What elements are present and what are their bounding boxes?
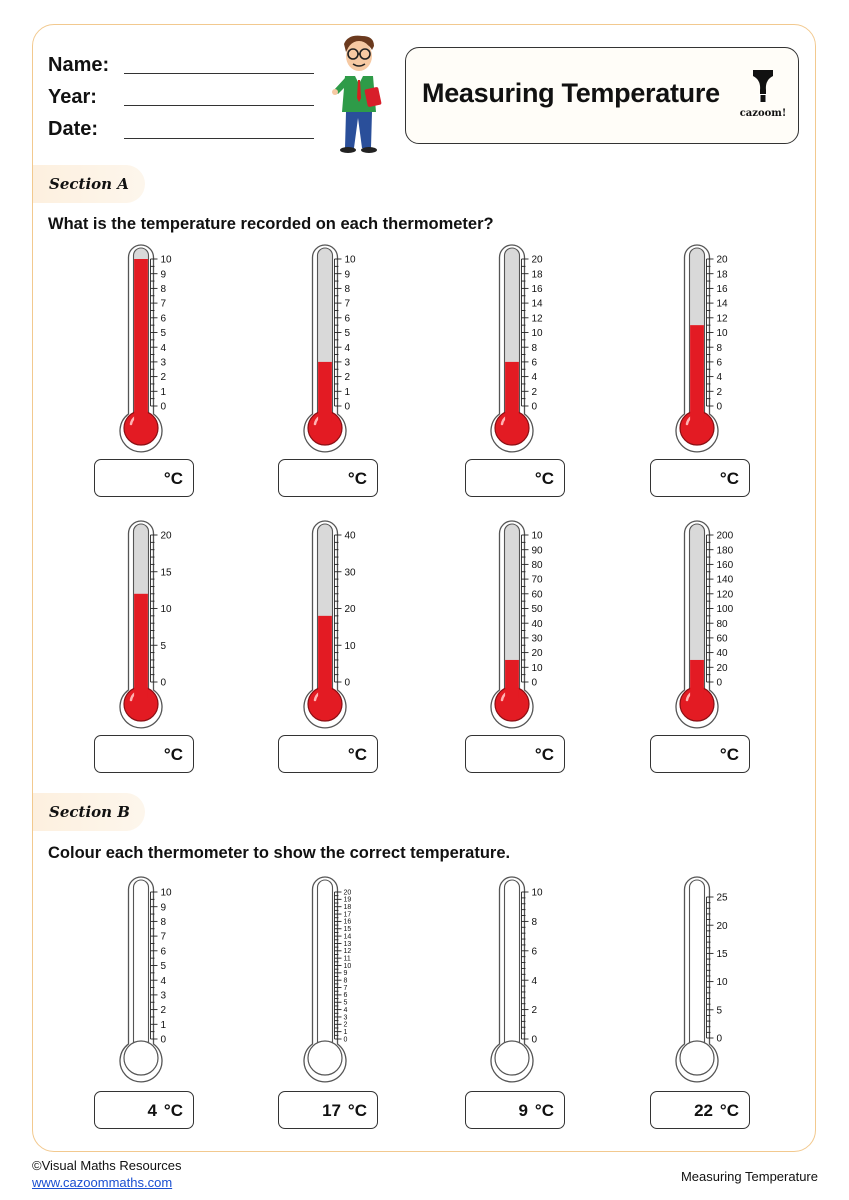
section-b-thermometer-3[interactable] [472,870,592,1090]
section-a-answer-box-2[interactable] [278,459,378,497]
scale-label: 14 [343,933,352,941]
scale-label: 4 [160,342,167,354]
scale-label: 11 [343,955,351,963]
scale-label: 5 [160,961,167,973]
scale-label: 4 [716,372,723,384]
scale-label: 20 [343,889,352,897]
target-temperature: 17 [322,1101,341,1120]
unit-label: °C [534,1101,554,1120]
target-temperature: 9 [518,1101,528,1120]
title-box [405,47,799,144]
scale-label: 10 [344,254,356,266]
section-a-label: Section A [49,175,129,193]
section-b-answer-box-2[interactable] [278,1091,378,1129]
section-b-label: Section B [49,803,130,821]
scale-label: 16 [716,284,728,295]
scale-label: 10 [531,887,543,899]
scale-label: 40 [531,618,543,630]
scale-label: 1 [343,1028,348,1036]
thermometer-tube [134,880,149,1058]
scale-label: 0 [160,1034,167,1046]
scale-label: 5 [160,640,167,652]
cazoom-logo-icon [751,70,775,102]
scale-label: 0 [160,677,167,689]
cazoom-logo [738,70,788,119]
mercury-column [318,362,332,422]
mercury-column [690,660,704,698]
scale-label: 2 [343,1021,348,1029]
footer-title: Measuring Temperature [680,1169,818,1184]
footer-website-link[interactable]: www.cazoommaths.com [32,1175,173,1190]
scale-label: 4 [343,1006,348,1014]
date-line[interactable] [124,138,314,139]
scale-label: 9 [160,902,167,914]
date-label: Date: [48,118,99,140]
scale-label: 2 [160,372,167,384]
section-b-answer-box-1[interactable] [94,1091,194,1129]
scale-label: 1 [344,386,351,398]
target-temperature: 22 [694,1101,713,1120]
scale-label: 14 [531,298,543,310]
scale-label: 8 [716,342,723,354]
scale-label: 6 [716,357,723,369]
mercury-column [505,660,519,698]
mercury-column [318,616,332,698]
section-a-thermometer-2 [285,238,405,458]
scale-label: 8 [344,284,351,295]
section-a-thermometer-5 [101,514,221,734]
scale-label: 30 [531,633,543,645]
scale-label: 4 [531,975,538,987]
thermometer-tube [318,880,333,1058]
scale-label: 6 [531,946,538,958]
scale-label: 70 [531,574,543,586]
scale-label: 9 [160,269,167,281]
scale-label: 10 [160,604,172,616]
scale-label: 2 [531,1005,538,1017]
scale-label: 40 [716,648,728,660]
scale-label: 16 [343,918,352,926]
unit-label: °C [719,1101,739,1120]
scale-label: 7 [343,984,348,992]
scale-label: 14 [716,298,728,310]
scale-label: 20 [160,530,172,542]
section-a-question: What is the temperature recorded on each thermometer? [48,215,494,233]
scale-label: 2 [531,386,538,398]
scale-label: 1 [160,386,167,398]
name-label: Name: [48,54,110,76]
unit-label: °C [347,469,367,488]
scale-label: 80 [531,560,543,571]
scale-label: 3 [343,1014,348,1022]
scale-label: 5 [160,328,167,340]
thermometer-bulb [495,1041,529,1075]
scale-label: 20 [531,648,543,660]
scale-label: 0 [344,677,351,689]
scale-label: 15 [343,926,352,934]
scale-label: 0 [531,677,538,689]
unit-label: °C [347,745,367,764]
mercury-column [134,259,148,422]
section-b-tab [33,793,145,831]
scale-label: 10 [344,640,356,652]
scale-label: 7 [344,298,351,310]
scale-label: 30 [344,567,356,579]
scale-label: 2 [160,1005,167,1017]
scale-label: 0 [531,401,538,413]
scale-label: 18 [343,904,352,911]
scale-label: 0 [716,401,723,413]
unit-label: °C [163,469,183,488]
scale-label: 8 [160,917,167,928]
scale-label: 100 [716,604,734,616]
scale-label: 2 [716,386,723,398]
scale-label: 2 [344,372,351,384]
scale-label: 18 [716,269,728,281]
scale-label: 4 [531,372,538,384]
scale-label: 8 [531,342,538,354]
unit-label: °C [347,1101,367,1120]
scale-label: 140 [716,574,734,586]
section-a-thermometer-8 [657,514,777,734]
mercury-column [134,594,148,698]
thermometer-bulb [124,1041,158,1075]
thermometer-bulb [680,1041,714,1075]
section-b-thermometer-1[interactable] [101,870,221,1090]
scale-label: 8 [531,917,538,928]
scale-label: 7 [160,931,167,943]
scale-label: 4 [160,975,167,987]
scale-label: 9 [344,269,351,281]
scale-label: 8 [160,284,167,295]
scale-label: 5 [716,1005,723,1017]
unit-label: °C [719,745,739,764]
footer-copyright: ©Visual Maths Resources [32,1158,182,1173]
scale-label: 12 [531,313,543,325]
scale-label: 1 [160,1019,167,1031]
section-a-answer-box-5[interactable] [94,735,194,773]
section-a-answer-box-7[interactable] [465,735,565,773]
scale-label: 0 [343,1036,348,1044]
scale-label: 15 [160,567,172,579]
scale-label: 7 [160,298,167,310]
scale-label: 8 [343,977,348,985]
unit-label: °C [163,1101,183,1120]
scale-label: 120 [716,589,734,601]
unit-label: °C [163,745,183,764]
section-b-answer-box-3[interactable] [465,1091,565,1129]
scale-label: 160 [716,560,734,571]
section-a-thermometer-3 [472,238,592,458]
section-a-thermometer-7 [472,514,592,734]
unit-label: °C [719,469,739,488]
section-b-answer-box-4[interactable] [650,1091,750,1129]
scale-label: 3 [160,357,167,369]
scale-label: 80 [716,618,728,630]
target-temperature: 4 [147,1101,157,1120]
section-a-answer-box-3[interactable] [465,459,565,497]
scale-label: 20 [344,604,356,616]
section-b-thermometer-4[interactable] [657,870,777,1090]
unit-label: °C [534,745,554,764]
worksheet-title: Measuring Temperature [422,78,720,108]
unit-label: °C [534,469,554,488]
section-a-thermometer-1 [101,238,221,458]
section-a-answer-box-4[interactable] [650,459,750,497]
thermometer-bulb [308,1041,342,1075]
scale-label: 10 [531,530,543,542]
scale-label: 9 [343,970,348,978]
scale-label: 40 [344,530,356,542]
scale-label: 6 [160,313,167,325]
scale-label: 16 [531,284,543,295]
scale-label: 3 [160,990,167,1002]
scale-label: 60 [716,633,728,645]
scale-label: 0 [160,401,167,413]
scale-label: 60 [531,589,543,601]
thermometer-tube [505,880,520,1058]
scale-label: 20 [716,254,728,266]
year-label: Year: [48,86,97,108]
logo-text: cazoom! [739,108,787,119]
scale-label: 0 [531,1034,538,1046]
section-a-thermometer-4 [657,238,777,458]
scale-label: 10 [531,328,543,340]
section-a-answer-box-1[interactable] [94,459,194,497]
scale-label: 0 [716,1033,723,1045]
scale-label: 50 [531,604,543,616]
scale-label: 6 [344,313,351,325]
section-a-tab [33,165,145,203]
section-a-thermometer-6 [285,514,405,734]
scale-label: 15 [716,949,728,960]
section-a-answer-box-8[interactable] [650,735,750,773]
scale-label: 13 [343,940,352,948]
scale-label: 90 [531,545,543,557]
scale-label: 3 [344,357,351,369]
scale-label: 180 [716,545,734,557]
scale-label: 6 [343,992,348,1000]
scale-label: 10 [160,887,172,899]
scale-label: 17 [343,911,352,919]
scale-label: 10 [716,328,728,340]
scale-label: 12 [343,948,352,956]
scale-label: 10 [716,977,728,989]
scale-label: 10 [160,254,172,266]
teacher-cartoon-icon [328,32,390,158]
scale-label: 0 [716,677,723,689]
mercury-column [690,325,704,422]
scale-label: 10 [531,662,543,674]
scale-label: 200 [716,530,734,542]
mercury-column [505,362,519,422]
scale-label: 18 [531,269,543,281]
name-line[interactable] [124,73,314,74]
scale-label: 19 [343,896,352,904]
year-line[interactable] [124,105,314,106]
section-b-thermometer-2[interactable] [285,870,405,1090]
section-b-question: Colour each thermometer to show the correct temperature. [48,844,511,862]
scale-label: 6 [160,946,167,958]
scale-label: 10 [343,962,352,970]
scale-label: 20 [716,662,728,674]
thermometer-tube [690,880,705,1058]
scale-label: 6 [531,357,538,369]
section-a-answer-box-6[interactable] [278,735,378,773]
scale-label: 20 [716,920,728,932]
scale-label: 5 [343,999,348,1007]
scale-label: 20 [531,254,543,266]
scale-label: 4 [344,342,351,354]
scale-label: 0 [344,401,351,413]
scale-label: 5 [344,328,351,340]
scale-label: 25 [716,892,728,904]
scale-label: 12 [716,313,728,325]
